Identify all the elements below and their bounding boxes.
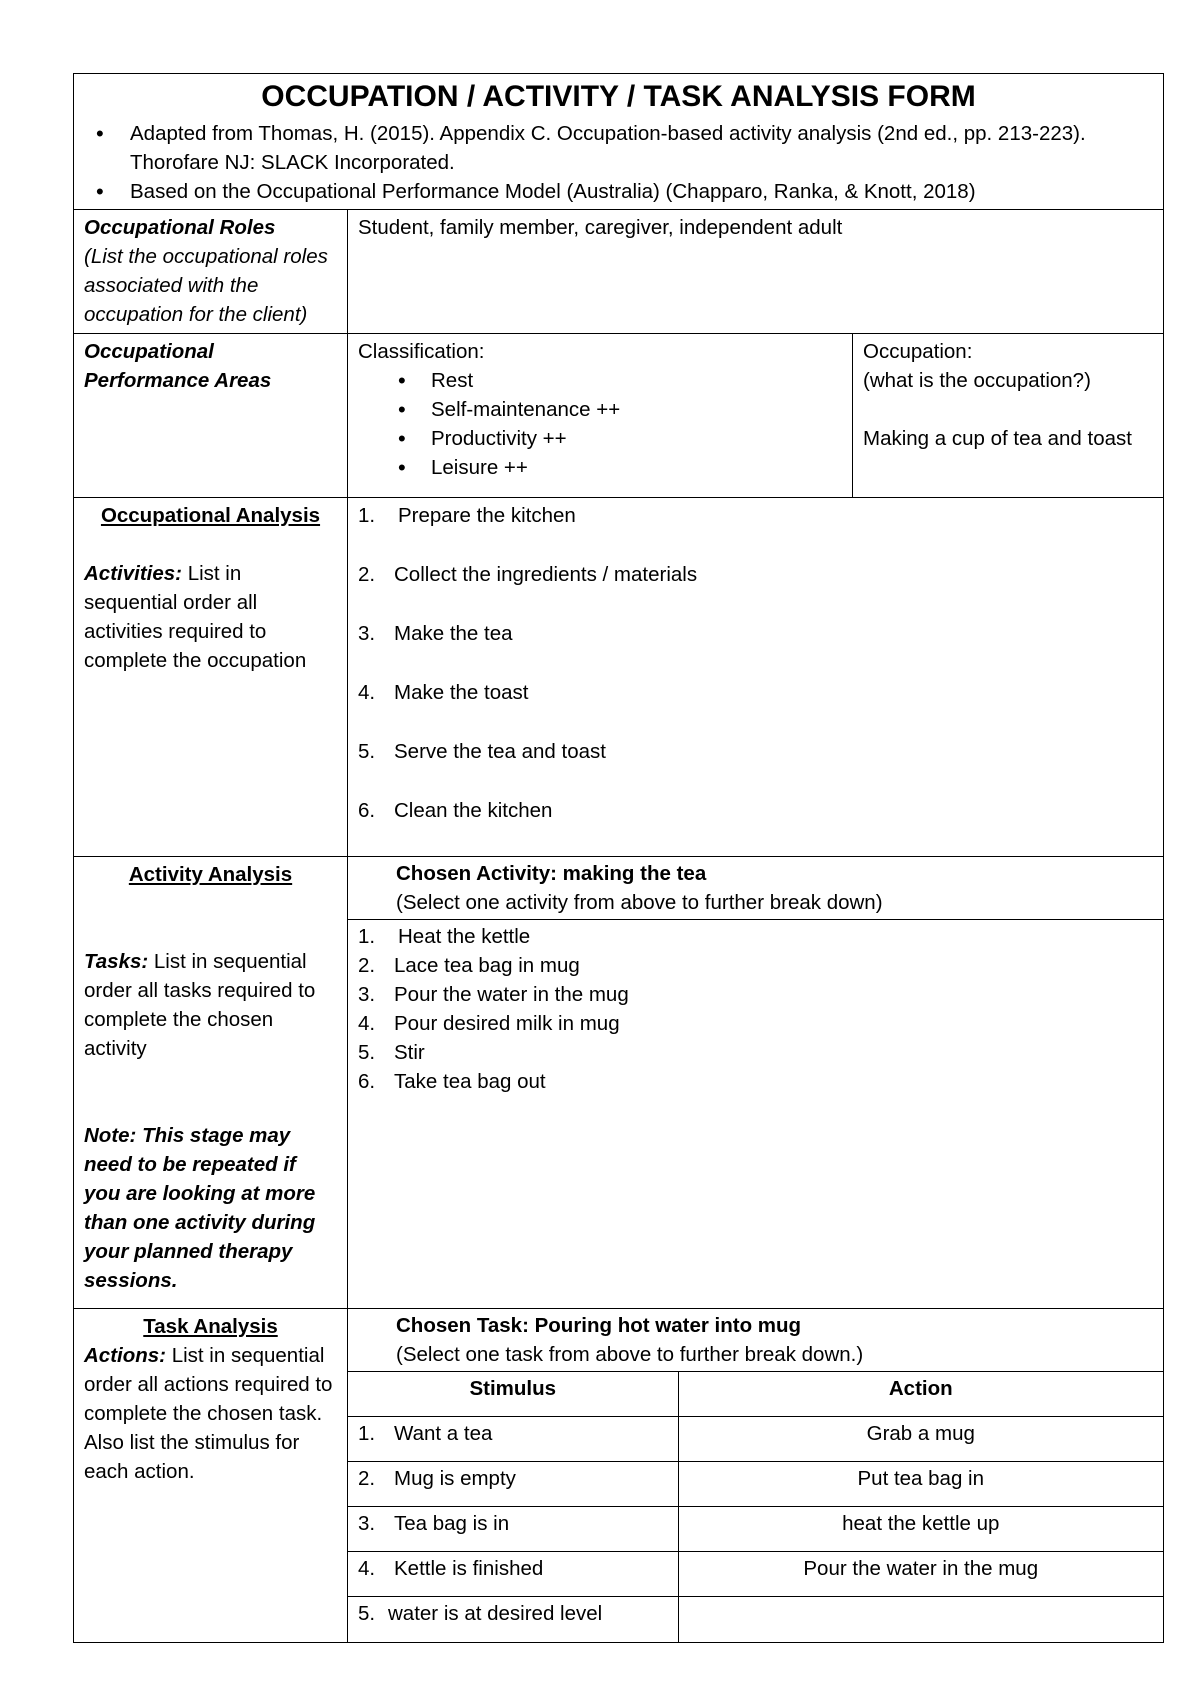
areas-label: Occupational Performance Areas xyxy=(84,340,272,392)
chosen-activity: Chosen Activity: making the tea xyxy=(396,862,707,885)
table-row: 1. Want a tea Grab a mug xyxy=(348,1417,1163,1462)
activities-label: Activities: xyxy=(84,562,182,585)
analysis-form xyxy=(73,73,1163,1643)
actions-instructions: List in sequential order all actions required to complete the chosen task. Also list the stimulus for each action. xyxy=(84,1344,333,1483)
chosen-task: Chosen Task: Pouring hot water into mug xyxy=(396,1314,802,1337)
actions-label: Actions: xyxy=(84,1344,166,1367)
list-item: 6. Take tea bag out xyxy=(358,1070,546,1093)
classification-item: • Productivity ++ xyxy=(431,424,842,453)
list-item: 2. Lace tea bag in mug xyxy=(358,954,580,977)
action-cell: Grab a mug xyxy=(678,1417,1163,1462)
reference-list xyxy=(84,119,1153,206)
activity-inner-table xyxy=(348,857,1163,1303)
task-list xyxy=(348,920,1163,1303)
classification-list xyxy=(358,366,842,482)
table-row: 4. Kettle is finished Pour the water in the mug xyxy=(348,1552,1163,1597)
classification-label: Classification: xyxy=(358,340,485,363)
action-cell xyxy=(678,1597,1163,1642)
task-analysis-content xyxy=(348,1309,1164,1643)
list-item: 5. Stir xyxy=(358,1041,425,1064)
form-table xyxy=(73,73,1164,1643)
stimulus-cell: Tea bag is in xyxy=(394,1512,510,1535)
task-analysis-heading: Task Analysis xyxy=(143,1315,278,1338)
areas-label-cell xyxy=(74,334,348,498)
classification-item: • Self-maintenance ++ xyxy=(431,395,842,424)
stimulus-cell: Want a tea xyxy=(394,1422,493,1445)
action-cell: Pour the water in the mug xyxy=(678,1552,1163,1597)
chosen-activity-hint: (Select one activity from above to further break down) xyxy=(396,891,883,914)
roles-label: Occupational Roles xyxy=(84,216,276,239)
list-item: 3. Make the tea xyxy=(358,622,513,645)
list-item: 4. Make the toast xyxy=(358,681,529,704)
action-cell: heat the kettle up xyxy=(678,1507,1163,1552)
table-row: 2. Mug is empty Put tea bag in xyxy=(348,1462,1163,1507)
activities-instructions: List in sequential order all activities required to complete the occupation xyxy=(84,562,307,672)
list-item: 1. Heat the kettle xyxy=(358,925,531,948)
classification-item: • Rest xyxy=(431,366,842,395)
chosen-task-hint: (Select one task from above to further break down.) xyxy=(396,1343,864,1366)
activity-analysis-label-cell xyxy=(74,857,348,1309)
occupation-hint: (what is the occupation?) xyxy=(863,369,1091,392)
stimulus-header: Stimulus xyxy=(348,1372,678,1417)
reference-item: • Based on the Occupational Performance Model (Australia) (Chapparo, Ranka, & Knott, 2018) xyxy=(130,177,1153,206)
stimulus-action-table xyxy=(348,1309,1163,1642)
tasks-instructions: List in sequential order all tasks required to complete the chosen activity xyxy=(84,950,316,1060)
occupation-label: Occupation: xyxy=(863,340,973,363)
stimulus-cell: Mug is empty xyxy=(394,1467,516,1490)
tasks-label: Tasks: xyxy=(84,950,149,973)
activity-analysis-content xyxy=(348,857,1164,1309)
table-row: 3. Tea bag is in heat the kettle up xyxy=(348,1507,1163,1552)
activity-analysis-heading: Activity Analysis xyxy=(128,863,293,886)
table-row: 5. water is at desired level xyxy=(348,1597,1163,1642)
roles-value: Student, family member, caregiver, independent adult xyxy=(358,216,843,239)
roles-hint: (List the occupational roles associated with the occupation for the client) xyxy=(84,245,328,326)
classification-item: • Leisure ++ xyxy=(431,453,842,482)
action-header: Action xyxy=(678,1372,1163,1417)
occupational-analysis-label-cell xyxy=(74,498,348,857)
list-item: 5. Serve the tea and toast xyxy=(358,740,606,763)
occupational-analysis-heading: Occupational Analysis xyxy=(100,504,321,527)
form-header xyxy=(74,74,1164,210)
action-cell: Put tea bag in xyxy=(678,1462,1163,1507)
list-item: 2. Collect the ingredients / materials xyxy=(358,563,698,586)
form-title: OCCUPATION / ACTIVITY / TASK ANALYSIS FORM xyxy=(261,80,976,113)
activity-list xyxy=(348,498,1164,857)
reference-item: • Adapted from Thomas, H. (2015). Appendix C. Occupation-based activity analysis (2nd ed., pp. 213-223). Thorofare NJ: SLACK Incorporated. xyxy=(130,119,1153,177)
stimulus-cell: water is at desired level xyxy=(388,1602,603,1625)
list-item: 4. Pour desired milk in mug xyxy=(358,1012,620,1035)
classification-cell xyxy=(348,334,853,498)
occupation-cell xyxy=(853,334,1164,498)
repeat-note: Note: This stage may need to be repeated if you are looking at more than one activity during your planned therapy sessions. xyxy=(84,1124,316,1292)
stimulus-cell: Kettle is finished xyxy=(394,1557,544,1580)
list-item: 6. Clean the kitchen xyxy=(358,799,553,822)
chosen-activity-cell xyxy=(348,857,1163,920)
list-item: 1. Prepare the kitchen xyxy=(358,504,576,527)
chosen-task-cell xyxy=(348,1309,1163,1372)
task-analysis-label-cell xyxy=(74,1309,348,1643)
roles-value-cell xyxy=(348,210,1164,334)
list-item: 3. Pour the water in the mug xyxy=(358,983,629,1006)
roles-label-cell xyxy=(74,210,348,334)
occupation-value: Making a cup of tea and toast xyxy=(863,427,1132,450)
